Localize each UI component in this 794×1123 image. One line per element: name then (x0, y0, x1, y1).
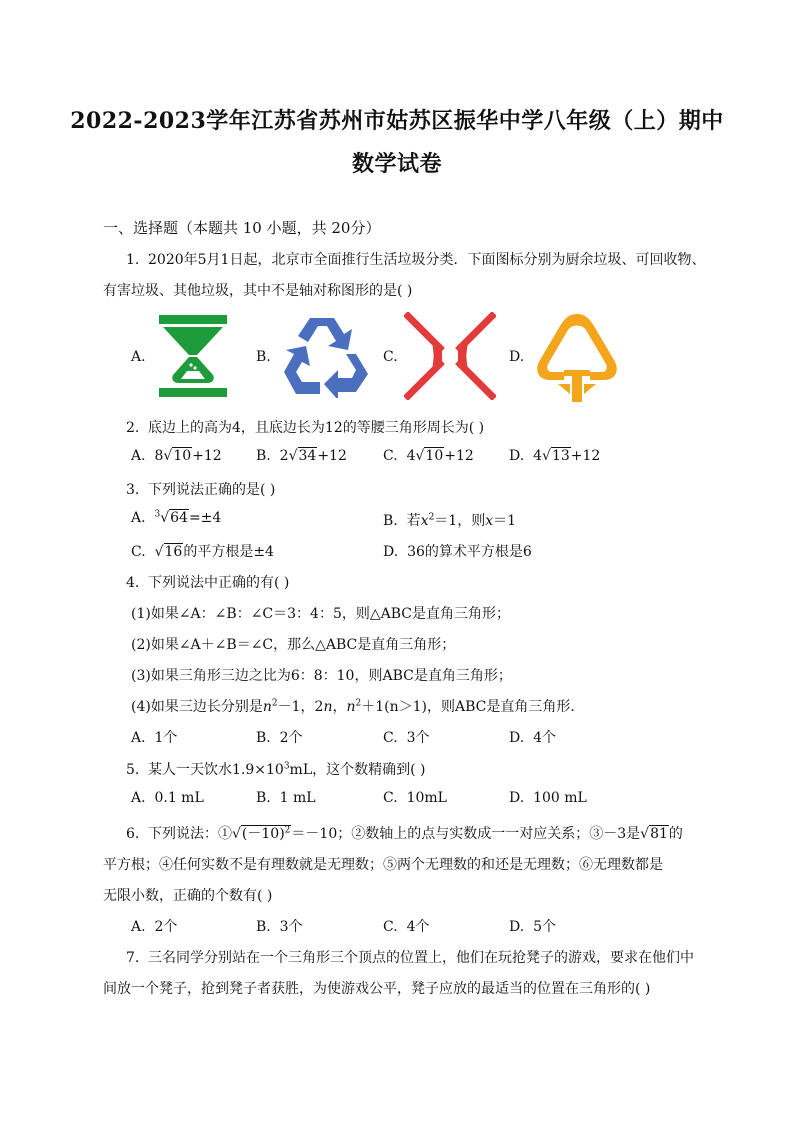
question-7 (126, 947, 694, 967)
option-label: A. (131, 730, 146, 746)
radicand-base: (－10) (241, 826, 285, 842)
coef: 2 (279, 448, 289, 464)
option-label: B. (256, 448, 271, 464)
option-a: A. $^3$√64=±4 (131, 509, 222, 526)
text: ＝1，则 (434, 513, 486, 529)
var: x (485, 513, 494, 529)
option-d: D. 4√13+12 (509, 448, 601, 464)
coef: 8 (154, 448, 164, 464)
exponent: 2 (271, 698, 278, 709)
option-c: C. √16的平方根是±4 (131, 544, 274, 560)
question-text: 下列说法中正确的有( ) (148, 575, 290, 591)
radicand: 13 (551, 448, 570, 464)
option-label: C. (383, 790, 398, 806)
other-waste-icon (534, 310, 620, 406)
statement-4 (131, 696, 584, 716)
statement-1: (1)如果∠A：∠B：∠C＝3：4：5，则△ABC是直角三角形； (131, 606, 510, 622)
radicand: 81 (650, 826, 668, 842)
coef: 4 (533, 448, 543, 464)
question-text: 三名同学分别站在一个三角形三个顶点的位置上，他们在玩抢凳子的游戏，要求在他们中 (148, 950, 694, 966)
option-label: B. (256, 790, 271, 806)
text: 若 (406, 513, 421, 529)
radicand: 10 (173, 448, 192, 464)
option-d (509, 790, 587, 806)
option-label: C. (383, 730, 398, 746)
option-tail: 的平方根是±4 (183, 544, 274, 560)
option-text: 3个 (406, 730, 430, 746)
option-label: A. (131, 349, 146, 365)
option-label: C. (383, 919, 398, 935)
option-label: D. (509, 349, 525, 365)
option-d (509, 916, 556, 936)
radicand: 16 (164, 544, 183, 560)
option-tail: +12 (444, 448, 474, 464)
option-tail: =±4 (188, 510, 222, 526)
option-b (383, 510, 516, 530)
text: ， (332, 699, 347, 715)
question-6: 6. 下列说法：$①√(-10)^2=-10$；②数轴上的点与实数成一一对应关系；③－3是√81的 (126, 825, 683, 842)
question-text: 底边上的高为4，且底边长为12的等腰三角形周长为( ) (148, 420, 485, 436)
option-label: D. (383, 544, 399, 560)
option-label: A. (131, 790, 146, 806)
var: n (346, 699, 356, 715)
var: n (262, 699, 272, 715)
option-c (383, 916, 430, 936)
text: (4)如果三边长分别是 (131, 699, 263, 715)
question-number: 4. (126, 575, 140, 591)
statement-2: (2)如果∠A＋∠B＝∠C，那么△ABC是直角三角形； (131, 637, 456, 653)
recyclable-icon (280, 312, 372, 398)
option-label: B. (256, 730, 271, 746)
option-text: 5个 (533, 919, 557, 935)
option-b (256, 727, 303, 747)
question-5 (126, 759, 426, 779)
option-text: 3个 (279, 919, 303, 935)
option-b: B. 2√34+12 (256, 448, 347, 464)
question-text: mL，这个数精确到( ) (289, 762, 426, 778)
option-label: A. (131, 510, 146, 526)
option-c (383, 727, 430, 747)
exponent: 2 (355, 698, 362, 709)
text: ＋1(n＞1)，则ABC是直角三角形． (361, 699, 585, 715)
question-1 (126, 249, 705, 269)
question-text: 下列说法：① (148, 826, 232, 842)
option-tail: +12 (317, 448, 347, 464)
var: x (420, 513, 429, 529)
option-label: C. (131, 544, 146, 560)
option-b (256, 916, 303, 936)
option-text: 4个 (406, 919, 430, 935)
option-label: B. (256, 919, 271, 935)
option-text: 1个 (154, 730, 178, 746)
radicand (241, 825, 291, 842)
option-text: 10mL (406, 790, 447, 806)
option-text: 36的算术平方根是6 (407, 544, 532, 560)
exponent: 2 (284, 825, 291, 836)
option-a (131, 727, 177, 747)
exponent: 3 (283, 761, 290, 772)
option-a (131, 790, 204, 806)
exam-subtitle: 数学试卷 (351, 151, 442, 177)
question-2 (126, 417, 484, 437)
radicand: 34 (298, 448, 317, 464)
option-label: C. (383, 349, 398, 365)
option-label: D. (509, 730, 525, 746)
option-text: 0.1 mL (154, 790, 204, 806)
question-7-continued: 间放一个凳子，抢到凳子者获胜，为使游戏公平，凳子应放的最适当的位置在三角形的( ) (103, 981, 651, 997)
question-6-continued: 无限小数，正确的个数有( ) (103, 888, 273, 904)
option-label: D. (509, 919, 525, 935)
question-text: 2020年5月1日起，北京市全面推行生活垃圾分类．下面图标分别为厨余垃圾、可回收物、 (148, 252, 706, 268)
option-tail: +12 (192, 448, 222, 464)
option-b (256, 790, 316, 806)
option-text: 4个 (533, 730, 557, 746)
option-c: C. 4√10+12 (383, 448, 474, 464)
option-label: B. (256, 349, 271, 365)
section-heading: 一、选择题（本题共 10 小题，共 20分） (103, 219, 381, 237)
question-text: 的 (668, 826, 683, 842)
question-text: 下列说法正确的是( ) (148, 482, 276, 498)
option-text: 2个 (279, 730, 303, 746)
question-number: 1. (126, 252, 140, 268)
statement-3: (3)如果三角形三边之比为6：8：10，则ABC是直角三角形； (131, 668, 512, 684)
question-1-continued: 有害垃圾、其他垃圾，其中不是轴对称图形的是( ) (103, 283, 413, 299)
option-label: B. (383, 513, 398, 529)
radicand: 64 (170, 510, 188, 526)
coef: 4 (406, 448, 416, 464)
option-a: A. 8√10+12 (131, 448, 222, 464)
question-text: 某人一天饮水1.9×10 (148, 762, 284, 778)
exponent: 2 (428, 512, 435, 523)
option-label: A. (131, 919, 146, 935)
text: ＝1 (493, 513, 517, 529)
radicand: 10 (425, 448, 444, 464)
exam-title: 2022-2023学年江苏省苏州市姑苏区振华中学八年级（上）期中 (70, 108, 724, 134)
option-c (383, 790, 447, 806)
var: n (323, 699, 333, 715)
option-label: D. (509, 790, 525, 806)
text: －1，2 (277, 699, 324, 715)
question-number: 3. (126, 482, 140, 498)
question-3 (126, 479, 275, 499)
question-4 (126, 572, 289, 592)
question-number: 6. (126, 826, 140, 842)
option-label: D. (509, 448, 525, 464)
option-label: A. (131, 448, 146, 464)
option-tail: +12 (570, 448, 601, 464)
question-number: 7. (126, 950, 140, 966)
option-label: C. (383, 448, 398, 464)
root-index: 3 (154, 509, 161, 520)
option-d (509, 727, 556, 747)
option-text: 100 mL (533, 790, 587, 806)
kitchen-waste-icon (155, 313, 231, 399)
option-d (383, 541, 532, 561)
option-text: 1 mL (279, 790, 316, 806)
question-number: 5. (126, 762, 140, 778)
option-a (131, 916, 177, 936)
question-6-continued: 平方根；④任何实数不是有理数就是无理数；⑤两个无理数的和还是无理数；⑥无理数都是 (103, 857, 663, 873)
option-text: 2个 (154, 919, 178, 935)
hazardous-waste-icon (404, 312, 496, 400)
question-text: ＝－10；②数轴上的点与实数成一一对应关系；③－3是 (291, 826, 641, 842)
question-number: 2. (126, 420, 140, 436)
